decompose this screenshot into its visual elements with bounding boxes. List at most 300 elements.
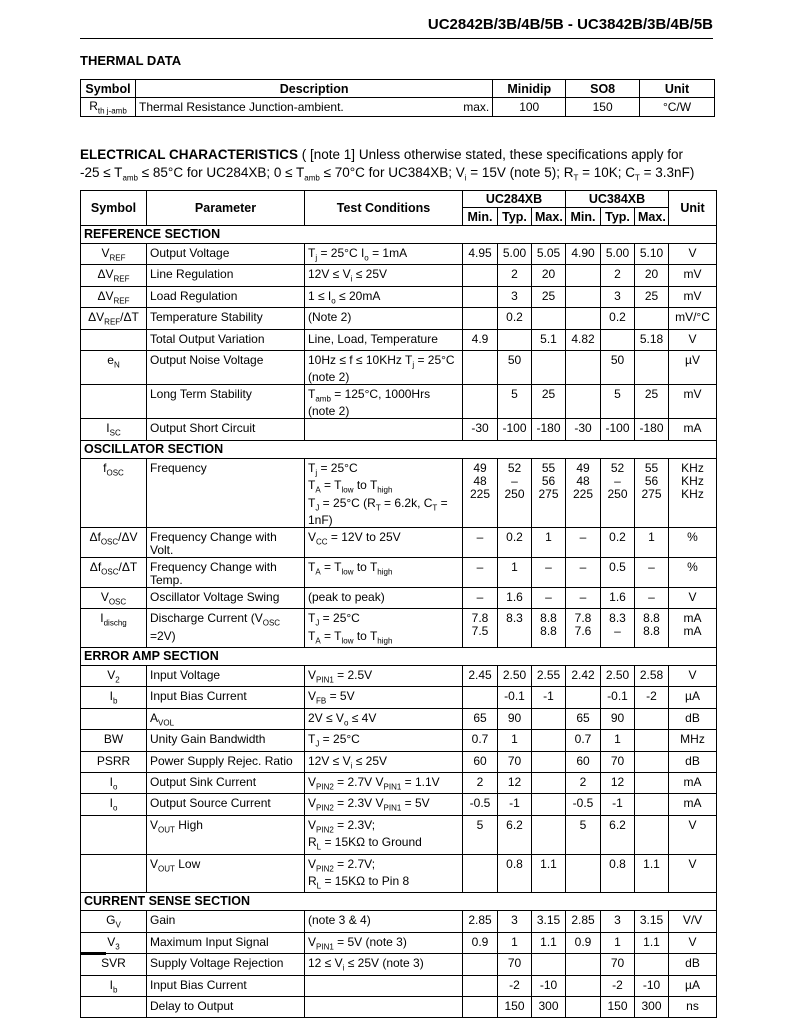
table-row (81, 308, 717, 329)
value-cell: -180 (635, 419, 669, 440)
symbol-cell: $\Delta V_{REF}/\Delta T$ (81, 308, 147, 329)
table-row (81, 419, 717, 440)
value-cell (566, 854, 601, 893)
test-conditions-cell: $T_{amb} = 125^\circ C$, 1000Hrs (note 2) (305, 384, 463, 418)
parameter-cell: Frequency Change with Temp. (147, 557, 305, 587)
parameter-cell: $A_{VOL}$ (147, 708, 305, 729)
header-typ: Typ. (601, 208, 635, 226)
symbol-cell: $f_{OSC}$ (81, 458, 147, 527)
value-cell (635, 350, 669, 384)
thermal-header-cell: Unit (640, 80, 715, 98)
value-cell: 50 (601, 350, 635, 384)
value-cell (463, 687, 498, 708)
parameter-cell: Oscillator Voltage Swing (147, 587, 305, 608)
test-conditions-cell: $1 \le I_o \le 20mA$ (305, 286, 463, 307)
symbol-cell: $I_b$ (81, 975, 147, 996)
thermal-data-title: THERMAL DATA (80, 53, 182, 68)
value-cell: 8.8 8.8 (635, 609, 669, 648)
parameter-cell: Input Voltage (147, 666, 305, 687)
value-cell: 5 (566, 815, 601, 854)
value-cell: 90 (498, 708, 532, 729)
unit-cell: % (669, 527, 717, 557)
section-header-row (81, 648, 717, 666)
parameter-cell: Power Supply Rejec. Ratio (147, 751, 305, 772)
parameter-cell: Discharge Current $(V_{OSC} =2V)$ (147, 609, 305, 648)
value-cell: 2.50 (601, 666, 635, 687)
thermal-so8: 150 (566, 98, 640, 117)
thermal-qualifier: max. (463, 100, 490, 114)
unit-cell: KHz KHz KHz (669, 458, 717, 527)
thermal-minidip: 100 (493, 98, 566, 117)
header-unit: Unit (669, 191, 717, 226)
parameter-cell: Gain (147, 911, 305, 932)
table-row (81, 911, 717, 932)
symbol-cell: $\Delta f_{OSC}/\Delta T$ (81, 557, 147, 587)
unit-cell: dB (669, 751, 717, 772)
value-cell: 1.1 (635, 854, 669, 893)
section-title: REFERENCE SECTION (81, 226, 717, 244)
value-cell: 0.7 (566, 730, 601, 751)
value-cell (463, 308, 498, 329)
value-cell: 1.6 (498, 587, 532, 608)
value-cell: 8.3 – (601, 609, 635, 648)
value-cell (566, 286, 601, 307)
value-cell (566, 350, 601, 384)
electrical-characteristics-table (80, 190, 717, 1018)
symbol-cell: $V_{REF}$ (81, 244, 147, 265)
value-cell: 8.8 8.8 (532, 609, 566, 648)
value-cell: 3.15 (532, 911, 566, 932)
value-cell: 1.6 (601, 587, 635, 608)
value-cell: 2.85 (463, 911, 498, 932)
value-cell (532, 730, 566, 751)
test-conditions-cell: (note 3 & 4) (305, 911, 463, 932)
unit-cell: mV/°C (669, 308, 717, 329)
symbol-cell: $V_2$ (81, 666, 147, 687)
value-cell: 5.00 (498, 244, 532, 265)
test-conditions-cell: (peak to peak) (305, 587, 463, 608)
thermal-description (135, 98, 492, 117)
symbol-cell: BW (81, 730, 147, 751)
section-header-row (81, 226, 717, 244)
symbol-cell: SVR (81, 954, 147, 975)
table-row (81, 527, 717, 557)
table-row (81, 751, 717, 772)
value-cell: 1 (498, 557, 532, 587)
value-cell (532, 308, 566, 329)
table-row (81, 975, 717, 996)
value-cell: 1.1 (532, 932, 566, 953)
parameter-cell: Unity Gain Bandwidth (147, 730, 305, 751)
value-cell: 5.05 (532, 244, 566, 265)
section-title: OSCILLATOR SECTION (81, 440, 717, 458)
unit-cell: MHz (669, 730, 717, 751)
unit-cell: µV (669, 350, 717, 384)
parameter-cell: Output Voltage (147, 244, 305, 265)
value-cell (532, 708, 566, 729)
value-cell: 1 (498, 932, 532, 953)
value-cell: 0.7 (463, 730, 498, 751)
thermal-symbol-text: $R_{th j-amb}$ (89, 98, 127, 116)
section-header-row (81, 440, 717, 458)
value-cell: 3 (498, 286, 532, 307)
value-cell (463, 384, 498, 418)
value-cell: 25 (532, 286, 566, 307)
electrical-intro-line2: $-25 \le T_{amb} \le 85^\circ C$ for UC284XB; $0 \le T_{amb} \le 70^\circ C$ for UC384XB; $V_i = 15V$ (note 5); $R_T = 10K$; $C_T = 3.3nF$) (80, 165, 695, 183)
test-conditions-cell: $T_j = 25^\circ C$ $I_o = 1mA$ (305, 244, 463, 265)
value-cell: 2.42 (566, 666, 601, 687)
parameter-cell: Line Regulation (147, 265, 305, 286)
header-typ: Typ. (498, 208, 532, 226)
symbol-cell (81, 384, 147, 418)
thermal-header-cell: Minidip (493, 80, 566, 98)
symbol-cell (81, 854, 147, 893)
value-cell: 7.8 7.6 (566, 609, 601, 648)
test-conditions-cell (305, 419, 463, 440)
value-cell: -100 (601, 419, 635, 440)
value-cell: 60 (566, 751, 601, 772)
value-cell (532, 954, 566, 975)
header-min: Min. (566, 208, 601, 226)
value-cell: 2 (566, 773, 601, 794)
value-cell: 5.00 (601, 244, 635, 265)
table-row (81, 587, 717, 608)
value-cell: 90 (601, 708, 635, 729)
value-cell: 0.9 (463, 932, 498, 953)
value-cell: 1 (498, 730, 532, 751)
symbol-cell (81, 996, 147, 1017)
value-cell: 3.15 (635, 911, 669, 932)
value-cell (635, 954, 669, 975)
value-cell: 5.10 (635, 244, 669, 265)
table-row (81, 609, 717, 648)
test-conditions-cell: $T_j = 25^\circ C$ $T_A = T_{low}$ to $T_{high}$ $T_J = 25^\circ C$ ($R_T = 6.2k$, $C_T = 1nF$) (305, 458, 463, 527)
value-cell: 25 (532, 384, 566, 418)
value-cell: -10 (635, 975, 669, 996)
thermal-unit: °C/W (640, 98, 715, 117)
value-cell: 2 (463, 773, 498, 794)
unit-cell: mA mA (669, 609, 717, 648)
unit-cell: ns (669, 996, 717, 1017)
test-conditions-cell: $V_{PIN2} = 2.3V$ $V_{PIN1} = 5V$ (305, 794, 463, 815)
value-cell: 49 48 225 (463, 458, 498, 527)
parameter-cell: Input Bias Current (147, 975, 305, 996)
parameter-cell: Total Output Variation (147, 329, 305, 350)
unit-cell: mA (669, 794, 717, 815)
section-title: ERROR AMP SECTION (81, 648, 717, 666)
value-cell: 20 (532, 265, 566, 286)
value-cell: -30 (566, 419, 601, 440)
unit-cell: dB (669, 954, 717, 975)
table-row (81, 98, 715, 117)
value-cell (566, 954, 601, 975)
table-row (81, 286, 717, 307)
header-max: Max. (532, 208, 566, 226)
symbol-cell: $I_{dischg}$ (81, 609, 147, 648)
test-conditions-cell: $T_A = T_{low}$ to $T_{high}$ (305, 557, 463, 587)
value-cell: 1 (601, 730, 635, 751)
value-cell: -0.1 (601, 687, 635, 708)
value-cell: -1 (601, 794, 635, 815)
unit-cell: V (669, 854, 717, 893)
value-cell: -30 (463, 419, 498, 440)
symbol-cell (81, 708, 147, 729)
test-conditions-cell: $12V \le V_i \le 25V$ (305, 751, 463, 772)
parameter-cell: Output Noise Voltage (147, 350, 305, 384)
parameter-cell: Output Sink Current (147, 773, 305, 794)
test-conditions-cell: 10Hz ≤ f ≤ 10KHz $T_j = 25^\circ C$ (note 2) (305, 350, 463, 384)
unit-cell: µA (669, 975, 717, 996)
test-conditions-cell: (Note 2) (305, 308, 463, 329)
value-cell (566, 308, 601, 329)
parameter-cell: Output Short Circuit (147, 419, 305, 440)
unit-cell: mA (669, 773, 717, 794)
symbol-cell (81, 329, 147, 350)
unit-cell: V (669, 244, 717, 265)
value-cell: 0.8 (498, 854, 532, 893)
value-cell: 2.85 (566, 911, 601, 932)
value-cell: 70 (601, 954, 635, 975)
test-conditions-cell: $12 \le V_i \le 25V$ (note 3) (305, 954, 463, 975)
value-cell: 5 (463, 815, 498, 854)
value-cell: 150 (498, 996, 532, 1017)
table-row (81, 996, 717, 1017)
symbol-cell: $V_{OSC}$ (81, 587, 147, 608)
parameter-cell: Long Term Stability (147, 384, 305, 418)
value-cell: 5 (601, 384, 635, 418)
value-cell (601, 329, 635, 350)
value-cell (635, 773, 669, 794)
value-cell (566, 687, 601, 708)
value-cell: – (566, 557, 601, 587)
symbol-cell: $\Delta V_{REF}$ (81, 265, 147, 286)
electrical-intro (80, 146, 716, 188)
value-cell: 3 (601, 286, 635, 307)
value-cell: 8.3 (498, 609, 532, 648)
table-row (81, 854, 717, 893)
symbol-cell: $e_N$ (81, 350, 147, 384)
symbol-cell: $\Delta f_{OSC}/\Delta V$ (81, 527, 147, 557)
value-cell (532, 751, 566, 772)
value-cell: 5 (498, 384, 532, 418)
value-cell (635, 708, 669, 729)
value-cell: -1 (498, 794, 532, 815)
table-row (81, 557, 717, 587)
value-cell (635, 751, 669, 772)
value-cell: 4.90 (566, 244, 601, 265)
value-cell: 300 (635, 996, 669, 1017)
value-cell: 65 (566, 708, 601, 729)
table-row (81, 794, 717, 815)
value-cell: 2.58 (635, 666, 669, 687)
unit-cell: mA (669, 419, 717, 440)
value-cell: 4.95 (463, 244, 498, 265)
value-cell (463, 975, 498, 996)
test-conditions-cell: $T_J = 25^\circ C$ (305, 730, 463, 751)
thermal-data-table (80, 79, 715, 117)
value-cell: 70 (498, 954, 532, 975)
value-cell: 50 (498, 350, 532, 384)
value-cell: 70 (601, 751, 635, 772)
value-cell: -180 (532, 419, 566, 440)
value-cell: -10 (532, 975, 566, 996)
unit-cell: V (669, 666, 717, 687)
header-min: Min. (463, 208, 498, 226)
value-cell: 2 (601, 265, 635, 286)
value-cell: -100 (498, 419, 532, 440)
unit-cell: V (669, 932, 717, 953)
value-cell: 12 (498, 773, 532, 794)
value-cell (463, 265, 498, 286)
value-cell (532, 794, 566, 815)
value-cell (463, 350, 498, 384)
table-row (81, 773, 717, 794)
parameter-cell: Delay to Output (147, 996, 305, 1017)
parameter-cell: Temperature Stability (147, 308, 305, 329)
test-conditions-cell: $V_{PIN2} = 2.3V$; $R_L = 15K\Omega$ to Ground (305, 815, 463, 854)
value-cell: 25 (635, 286, 669, 307)
value-cell: – (532, 587, 566, 608)
value-cell (635, 815, 669, 854)
value-cell: 0.5 (601, 557, 635, 587)
value-cell (635, 730, 669, 751)
value-cell: -0.1 (498, 687, 532, 708)
parameter-cell: Frequency Change with Volt. (147, 527, 305, 557)
value-cell (566, 265, 601, 286)
document-header-title: UC2842B/3B/4B/5B - UC3842B/3B/4B/5B (427, 16, 713, 33)
value-cell: 12 (601, 773, 635, 794)
table-row (81, 384, 717, 418)
value-cell (566, 384, 601, 418)
value-cell (463, 854, 498, 893)
value-cell (532, 773, 566, 794)
value-cell: 0.2 (498, 308, 532, 329)
unit-cell: mV (669, 265, 717, 286)
value-cell: 2.55 (532, 666, 566, 687)
header-rule (80, 38, 713, 39)
value-cell: 2.45 (463, 666, 498, 687)
test-conditions-cell: $V_{PIN2} = 2.7V$ $V_{PIN1} = 1.1V$ (305, 773, 463, 794)
value-cell: -2 (635, 687, 669, 708)
value-cell (532, 815, 566, 854)
unit-cell: µA (669, 687, 717, 708)
parameter-cell: $V_{OUT}$ High (147, 815, 305, 854)
value-cell: 7.8 7.5 (463, 609, 498, 648)
test-conditions-cell: $V_{CC} = 12V$ to 25V (305, 527, 463, 557)
symbol-cell (81, 815, 147, 854)
value-cell (532, 350, 566, 384)
value-cell (635, 308, 669, 329)
value-cell: 20 (635, 265, 669, 286)
test-conditions-cell: Line, Load, Temperature (305, 329, 463, 350)
test-conditions-cell: $V_{PIN2} = 2.7V$; $R_L = 15K\Omega$ to Pin 8 (305, 854, 463, 893)
unit-cell: V (669, 587, 717, 608)
value-cell: -2 (601, 975, 635, 996)
value-cell: 0.8 (601, 854, 635, 893)
test-conditions-cell (305, 975, 463, 996)
test-conditions-cell: $V_{PIN1} = 2.5V$ (305, 666, 463, 687)
thermal-header-cell: SO8 (566, 80, 640, 98)
unit-cell: dB (669, 708, 717, 729)
value-cell: 2 (498, 265, 532, 286)
table-row (81, 329, 717, 350)
table-header-row (81, 191, 717, 208)
value-cell: 300 (532, 996, 566, 1017)
test-conditions-cell: $12V \le V_i \le 25V$ (305, 265, 463, 286)
unit-cell: mV (669, 286, 717, 307)
symbol-cell: $V_3$ (81, 932, 147, 953)
value-cell: 55 56 275 (532, 458, 566, 527)
value-cell: 55 56 275 (635, 458, 669, 527)
value-cell: 6.2 (498, 815, 532, 854)
header-symbol: Symbol (81, 191, 147, 226)
table-row (81, 265, 717, 286)
symbol-cell: $G_V$ (81, 911, 147, 932)
value-cell: 1 (635, 527, 669, 557)
value-cell: – (635, 557, 669, 587)
unit-cell: V/V (669, 911, 717, 932)
value-cell: – (463, 587, 498, 608)
value-cell: 5.18 (635, 329, 669, 350)
value-cell: 6.2 (601, 815, 635, 854)
value-cell: 70 (498, 751, 532, 772)
thermal-header-row (81, 80, 715, 98)
symbol-cell: $I_o$ (81, 773, 147, 794)
value-cell: 0.2 (601, 308, 635, 329)
value-cell: 65 (463, 708, 498, 729)
value-cell (566, 996, 601, 1017)
value-cell: – (566, 527, 601, 557)
value-cell: -1 (532, 687, 566, 708)
test-conditions-cell: $2V \le V_o \le 4V$ (305, 708, 463, 729)
header-uc384xb: UC384XB (566, 191, 669, 208)
footer-logo (80, 952, 106, 960)
table-row (81, 932, 717, 953)
table-row (81, 815, 717, 854)
symbol-cell: PSRR (81, 751, 147, 772)
value-cell: 52 – 250 (601, 458, 635, 527)
thermal-description-text: Thermal Resistance Junction-ambient. (138, 100, 344, 114)
value-cell: 25 (635, 384, 669, 418)
value-cell: 3 (601, 911, 635, 932)
value-cell: 1 (532, 527, 566, 557)
value-cell (463, 996, 498, 1017)
value-cell: – (566, 587, 601, 608)
value-cell: 2.50 (498, 666, 532, 687)
value-cell: – (635, 587, 669, 608)
parameter-cell: Supply Voltage Rejection (147, 954, 305, 975)
value-cell (635, 794, 669, 815)
electrical-intro-line1: ( [note 1] Unless otherwise stated, these specifications apply for (301, 147, 683, 162)
parameter-cell: Output Source Current (147, 794, 305, 815)
value-cell: 1.1 (635, 932, 669, 953)
section-title: CURRENT SENSE SECTION (81, 893, 717, 911)
symbol-cell: $I_b$ (81, 687, 147, 708)
unit-cell: % (669, 557, 717, 587)
symbol-cell: $I_{SC}$ (81, 419, 147, 440)
value-cell (463, 954, 498, 975)
value-cell (498, 329, 532, 350)
test-conditions-cell (305, 996, 463, 1017)
table-row (81, 458, 717, 527)
thermal-header-cell: Description (135, 80, 492, 98)
table-row (81, 954, 717, 975)
symbol-cell: $I_o$ (81, 794, 147, 815)
unit-cell: V (669, 815, 717, 854)
value-cell: 0.2 (601, 527, 635, 557)
value-cell: – (532, 557, 566, 587)
header-parameter: Parameter (147, 191, 305, 226)
